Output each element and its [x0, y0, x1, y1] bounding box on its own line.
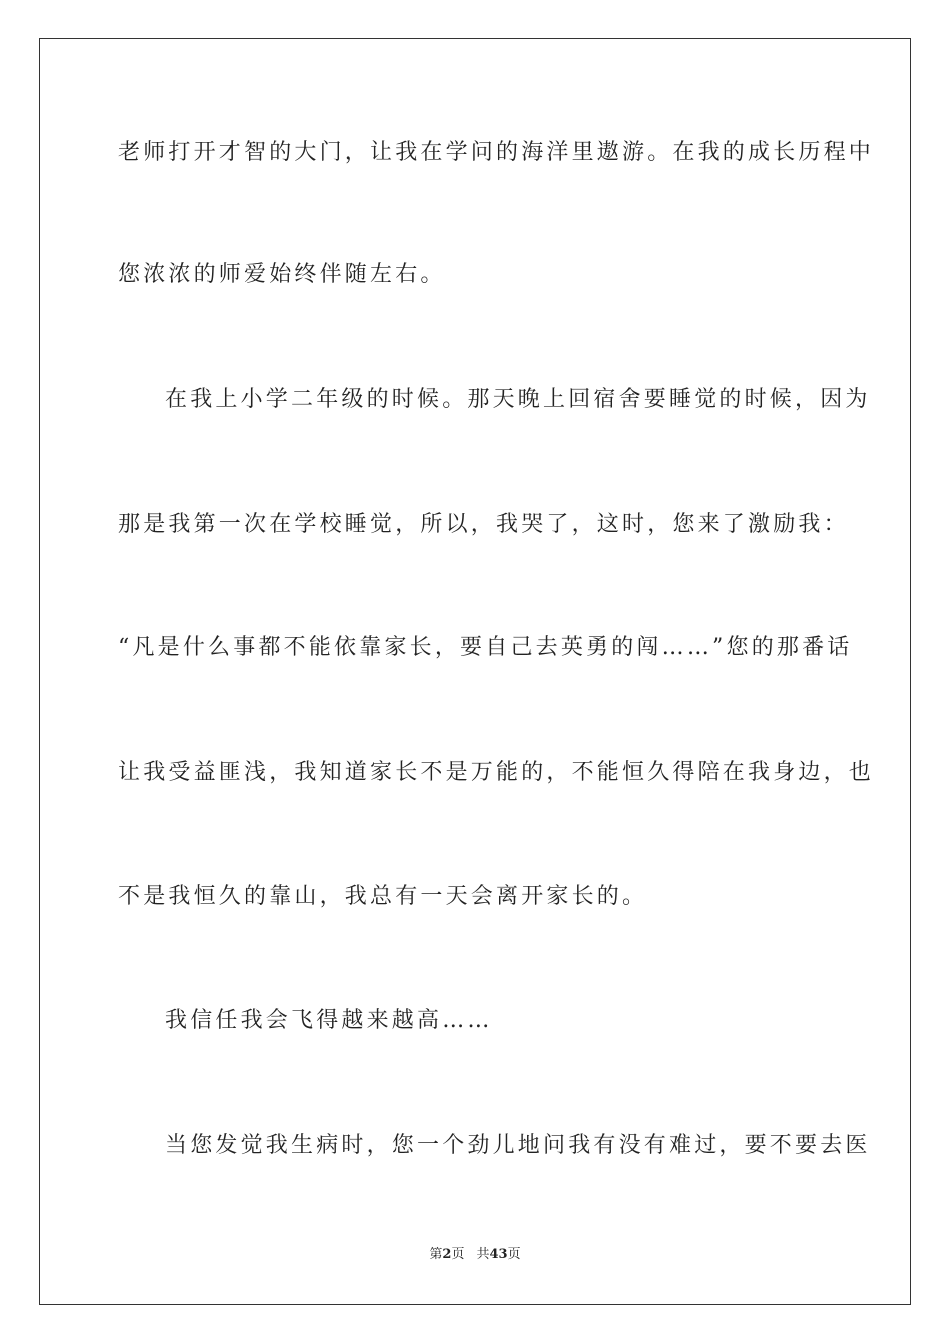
- text-line-5: “凡是什么事都不能依靠家长，要自己去英勇的闯……”您的那番话: [118, 635, 853, 660]
- footer-total-prefix: 共: [476, 1247, 490, 1262]
- text-line-4: 那是我第一次在学校睡觉，所以，我哭了，这时，您来了激励我：: [118, 512, 849, 537]
- text-line-1: 老师打开才智的大门，让我在学问的海洋里遨游。在我的成长历程中: [118, 140, 875, 165]
- text-line-6: 让我受益匪浅，我知道家长不是万能的，不能恒久得陪在我身边，也: [118, 760, 875, 785]
- footer-total-pages: 43: [489, 1247, 508, 1262]
- text-line-8: 我信任我会飞得越来越高……: [165, 1008, 493, 1033]
- page-footer: [0, 1246, 950, 1264]
- text-line-9: 当您发觉我生病时，您一个劲儿地问我有没有难过，要不要去医: [165, 1133, 871, 1158]
- page-frame: [39, 38, 911, 1305]
- text-line-3: 在我上小学二年级的时候。那天晚上回宿舍要睡觉的时候，因为: [165, 387, 871, 412]
- footer-page-prefix: 第: [429, 1247, 443, 1262]
- footer-page-suffix: 页: [451, 1247, 465, 1262]
- text-line-7: 不是我恒久的靠山，我总有一天会离开家长的。: [118, 884, 648, 909]
- text-line-2: 您浓浓的师爱始终伴随左右。: [118, 262, 446, 287]
- footer-total-suffix: 页: [507, 1247, 521, 1262]
- footer-page-number: 2: [442, 1247, 452, 1262]
